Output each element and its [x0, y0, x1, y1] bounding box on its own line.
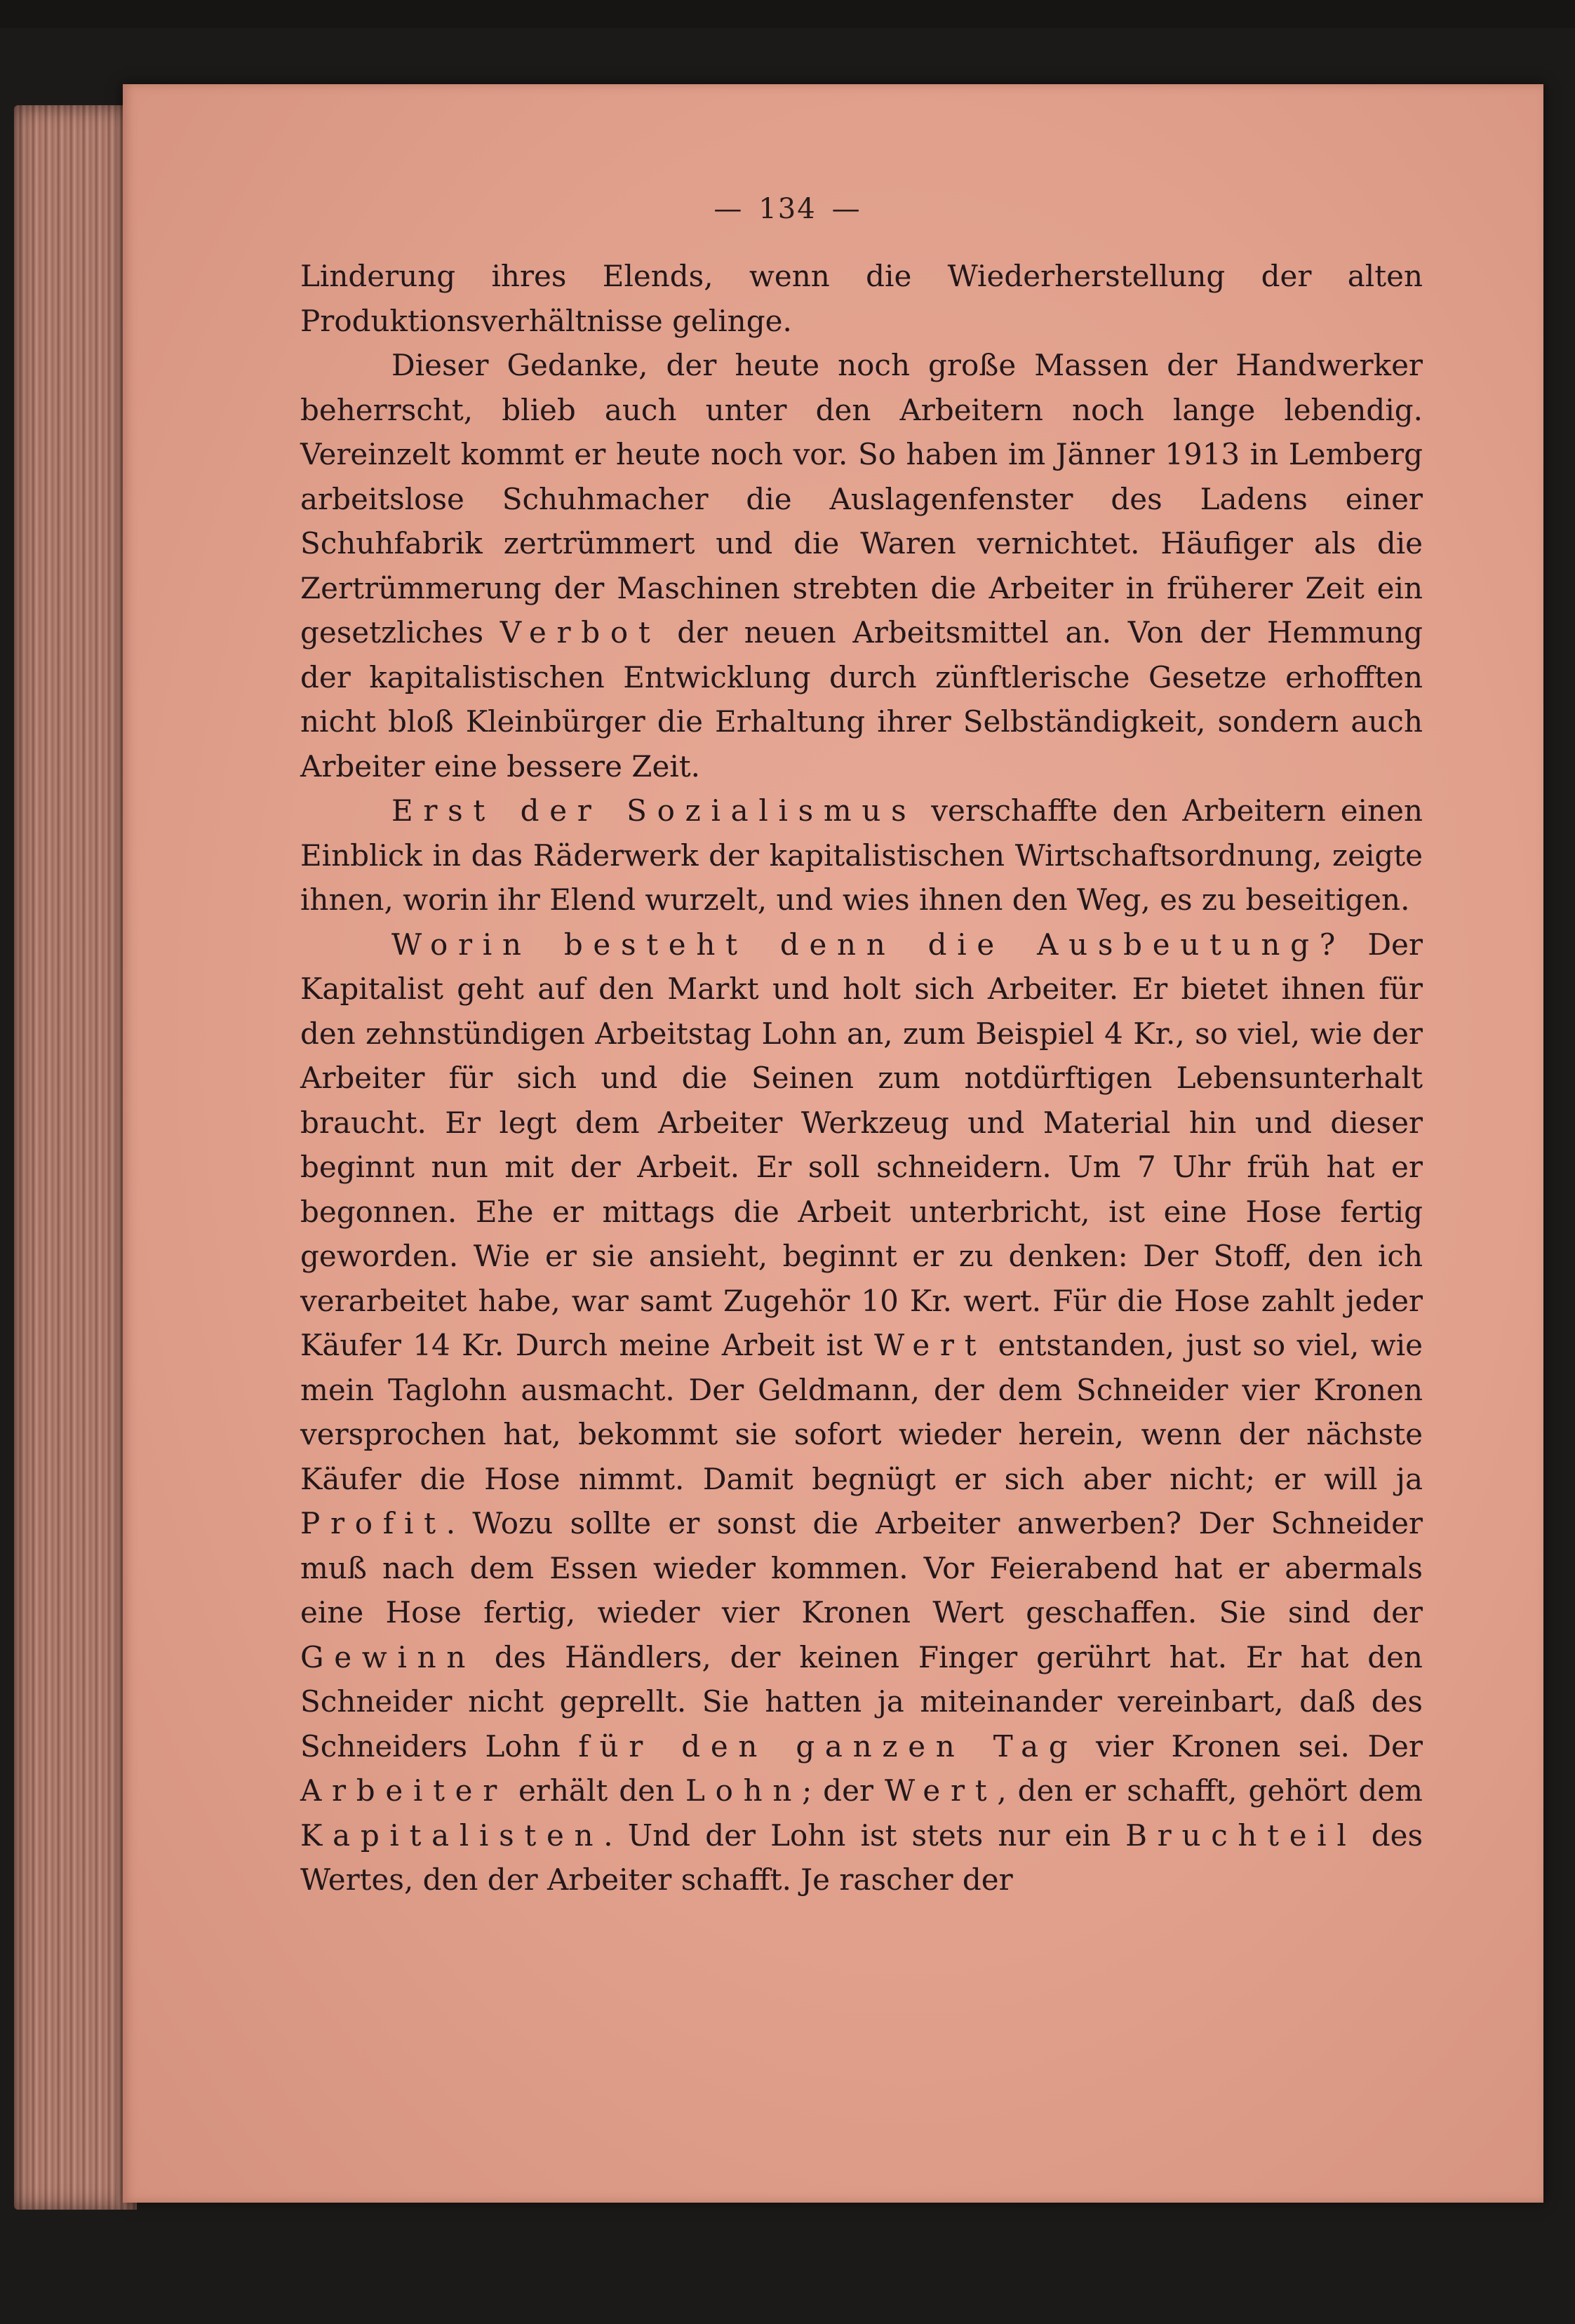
paragraph-text: vier Kronen sei. Der — [1078, 1728, 1423, 1764]
body-text — [300, 254, 1423, 1902]
paragraph — [300, 922, 1423, 1902]
paragraph — [300, 788, 1423, 922]
paragraph — [300, 254, 1423, 343]
emphasized-text: Wert — [884, 1773, 998, 1808]
paragraph — [300, 343, 1423, 788]
paragraph-text: entstanden, just so viel, wie mein Taglohn ausmacht. Der Geldmann, der dem Schneider vier Kronen versprochen hat, bekommt sie sofort wieder herein, wenn der nächste Käufer die Hose nimmt. Damit begnügt er sich aber nicht; er will ja — [300, 1328, 1423, 1496]
emphasized-text: für den ganzen Tag — [578, 1728, 1078, 1764]
emphasized-text: Lohn — [685, 1773, 803, 1808]
emphasized-text: Profit — [300, 1506, 446, 1540]
paragraph-text: Dieser Gedanke, der heute noch große Massen der Handwerker beherrscht, blieb auch unter den Arbeitern noch lange lebendig. Vereinzelt kommt er heute noch vor. So haben im Jänner 1913 in Lemberg arbeitslose Schuhmacher die Auslagenfenster des Ladens einer Schuhfabrik zertrümmert und die Waren vernichtet. Häufiger als die Zertrümmerung der Maschinen strebten die Arbeiter in früherer Zeit ein gesetzliches — [300, 348, 1423, 650]
paragraph-text: erhält den — [507, 1773, 685, 1808]
page-number-dash-left: — — [713, 193, 744, 225]
emphasized-text: Wert — [873, 1328, 987, 1362]
paragraph-text: Linderung ihres Elends, wenn die Wiederherstellung der alten Produktionsverhältnisse gelinge. — [300, 259, 1423, 338]
page-edges — [14, 105, 137, 2210]
page-number — [0, 193, 1575, 225]
emphasized-text: Worin besteht denn die Ausbeutung? — [391, 927, 1346, 962]
paragraph-text: Der Kapitalist geht auf den Markt und holt sich Arbeiter. Er bietet ihnen für den zehnstündigen Arbeitstag Lohn an, zum Beispiel 4 Kr., so viel, wie der Arbeiter für sich und die Seinen zum notdürftigen Lebensunterhalt braucht. Er legt dem Arbeiter Werkzeug und Material hin und dieser beginnt nun mit der Arbeit. Er soll schneidern. Um 7 Uhr früh hat er begonnen. Ehe er mittags die Arbeit unterbricht, ist eine Hose fertig geworden. Wie er sie ansieht, beginnt er zu denken: Der Stoff, den ich verarbeitet habe, war samt Zugehör 10 Kr. wert. Für die Hose zahlt jeder Käufer 14 Kr. Durch meine Arbeit ist — [300, 927, 1423, 1362]
emphasized-text: Bruchteil — [1125, 1818, 1357, 1853]
emphasized-text: Kapitalisten — [300, 1818, 604, 1853]
page-number-dash-right: — — [831, 193, 862, 225]
emphasized-text: Erst der Sozialismus — [391, 793, 917, 828]
paragraph-text: des Wertes, den der Arbeiter schafft. Je rascher der — [300, 1818, 1423, 1897]
paragraph-text: . Und der Lohn ist stets nur ein — [603, 1818, 1126, 1853]
emphasized-text: Arbeiter — [300, 1773, 507, 1808]
paragraph-text: verschaffte den Arbeitern einen Einblick in das Räderwerk der kapitalistischen Wirtschaftsordnung, zeigte ihnen, worin ihr Elend wurzelt, und wies ihnen den Weg, es zu beseitigen. — [300, 793, 1423, 917]
page-number-value: 134 — [758, 193, 817, 225]
paragraph-text: . Wozu sollte er sonst die Arbeiter anwerben? Der Schneider muß nach dem Essen wieder kommen. Vor Feierabend hat er abermals eine Hose fertig, wieder vier Kronen Wert geschaffen. Sie sind der — [300, 1506, 1423, 1630]
emphasized-text: Gewinn — [300, 1639, 476, 1674]
paragraph-text: des Händlers, der keinen Finger gerührt hat. Er hat den Schneider nicht geprellt. Sie hatten ja miteinander vereinbart, daß des Schneiders Lohn — [300, 1639, 1423, 1764]
paragraph-text: , den er schafft, gehört dem — [997, 1773, 1423, 1808]
emphasized-text: Verbot — [500, 615, 661, 650]
paragraph-text: ; der — [802, 1773, 885, 1808]
paragraph-text: der neuen Arbeitsmittel an. Von der Hemmung der kapitalistischen Entwicklung durch zünftlerische Gesetze erhofften nicht bloß Kleinbürger die Erhaltung ihrer Selbständigkeit, sondern auch Arbeiter eine bessere Zeit. — [300, 615, 1423, 784]
